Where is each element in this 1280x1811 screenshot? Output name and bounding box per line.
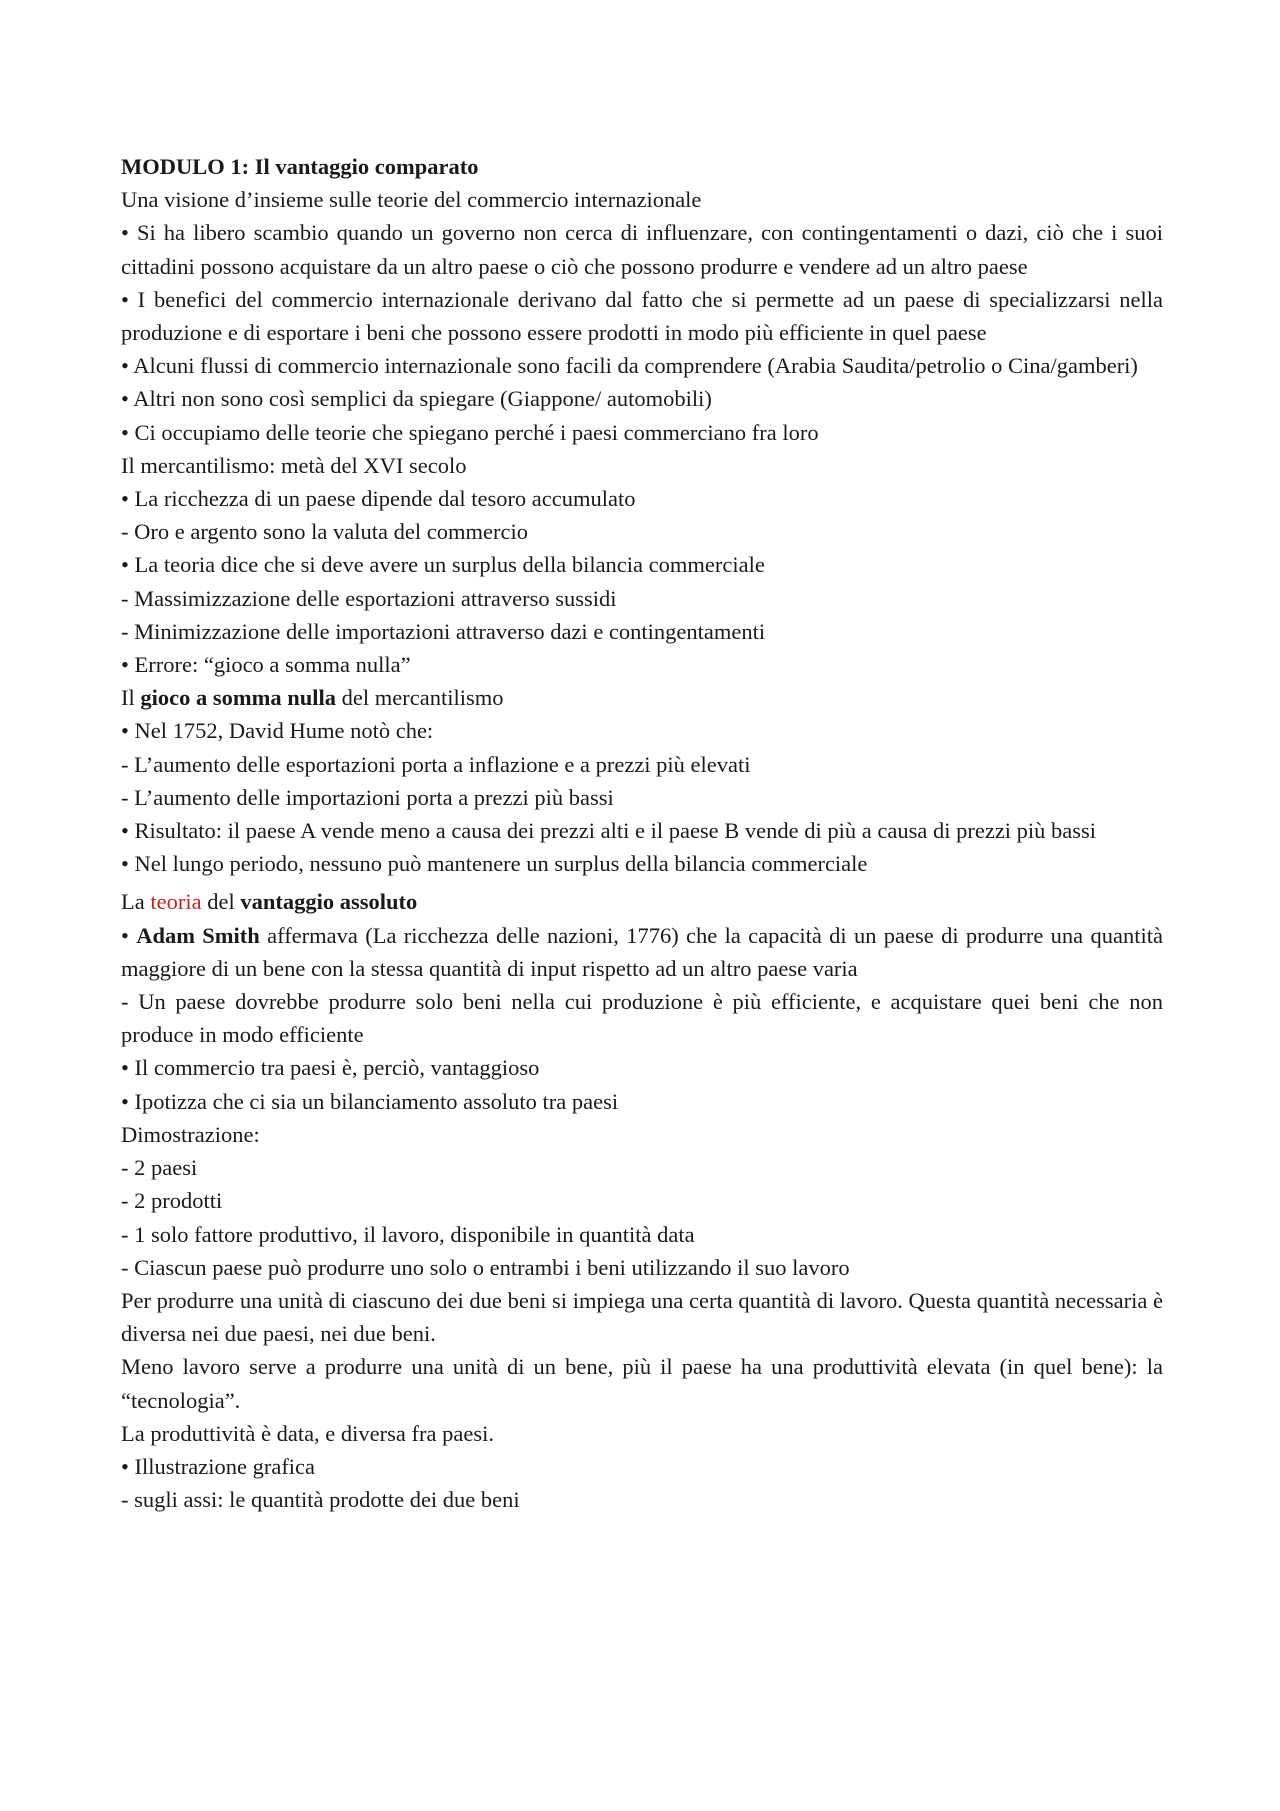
paragraph-surplus: • La teoria dice che si deve avere un surplus della bilancia commerciale: [121, 552, 765, 578]
heading-absolute-mid: del: [201, 889, 241, 915]
smith-rest: affermava (La ricchezza delle nazioni, 1776) che la capacità di un paese di produrre una quantità maggiore di un bene con la stessa quantità di input rispetto ad un altro paese varia: [121, 922, 1163, 981]
subtitle-overview: Una visione d’insieme sulle teorie del commercio internazionale: [121, 187, 702, 213]
paragraph-trade-flows: • Alcuni flussi di commercio internazionale sono facili da comprendere (Arabia Saudita/petrolio o Cina/gamberi): [121, 353, 1138, 379]
paragraph-hume: • Nel 1752, David Hume notò che:: [121, 718, 434, 744]
paragraph-min-imports: - Minimizzazione delle importazioni attraverso dazi e contingentamenti: [121, 618, 766, 644]
paragraph-adam-smith: [121, 919, 1163, 985]
heading-absolute-advantage: [121, 885, 1163, 918]
paragraph-balance: • Ipotizza che ci sia un bilanciamento assoluto tra paesi: [121, 1088, 619, 1114]
paragraph-free-trade: • Si ha libero scambio quando un governo non cerca di influenzare, con contingentamenti o dazi, ciò che i suoi cittadini possono acquistare da un altro paese o ciò che possono produrre e vendere ad un altro paese: [121, 220, 1163, 279]
heading-zero-sum-bold: gioco a somma nulla: [140, 685, 337, 711]
heading-absolute-bold: vantaggio assoluto: [240, 889, 418, 915]
paragraph-imports-prices: - L’aumento delle importazioni porta a prezzi più bassi: [121, 784, 614, 810]
paragraph-wealth: • La ricchezza di un paese dipende dal tesoro accumulato: [121, 486, 636, 512]
paragraph-others: • Altri non sono così semplici da spiegare (Giappone/ automobili): [121, 386, 712, 412]
paragraph-produce-efficient: - Un paese dovrebbe produrre solo beni nella cui produzione è più efficiente, e acquistare quei beni che non produce in modo efficiente: [121, 989, 1163, 1048]
paragraph-illustration: • Illustrazione grafica: [121, 1453, 316, 1479]
heading-zero-sum-pre: Il: [121, 685, 141, 711]
paragraph-labor-quantity: Per produrre una unità di ciascuno dei due beni si impiega una certa quantità di lavoro. Questa quantità necessaria è diversa nei due paesi, nei due beni.: [121, 1287, 1163, 1347]
paragraph-productivity: Meno lavoro serve a produrre una unità di un bene, più il paese ha una produttività elevata (in quel bene): la “tecnologia”.: [121, 1354, 1163, 1413]
paragraph-axes: - sugli assi: le quantità prodotte dei due beni: [121, 1487, 520, 1513]
paragraph-productivity-given: La produttività è data, e diversa fra paesi.: [121, 1420, 494, 1446]
heading-absolute-red: teoria: [150, 889, 202, 915]
heading-absolute-pre: La: [121, 889, 151, 915]
list-item-countries: - 2 paesi: [121, 1155, 198, 1181]
paragraph-gold-silver: - Oro e argento sono la valuta del commercio: [121, 519, 528, 545]
heading-zero-sum-post: del mercantilismo: [336, 685, 504, 711]
smith-name: Adam Smith: [136, 922, 260, 948]
paragraph-trade-advantage: • Il commercio tra paesi è, perciò, vantaggioso: [121, 1055, 540, 1081]
paragraph-benefits: • I benefici del commercio internazionale derivano dal fatto che si permette ad un paese di specializzarsi nella produzione e di esportare i beni che possono essere prodotti in modo più efficiente in quel paese: [121, 286, 1163, 346]
list-item-products: - 2 prodotti: [121, 1188, 223, 1214]
smith-bullet: •: [121, 922, 137, 948]
heading-mercantilism: Il mercantilismo: metà del XVI secolo: [121, 452, 467, 478]
paragraph-result: • Risultato: il paese A vende meno a causa dei prezzi alti e il paese B vende di più a causa di prezzi più bassi: [121, 818, 1097, 844]
list-item-factor: - 1 solo fattore produttivo, il lavoro, disponibile in quantità data: [121, 1221, 695, 1247]
paragraph-exports-inflation: - L’aumento delle esportazioni porta a inflazione e a prezzi più elevati: [121, 751, 751, 777]
heading-demonstration: Dimostrazione:: [121, 1121, 260, 1147]
paragraph-theories: • Ci occupiamo delle teorie che spiegano perché i paesi commerciano fra loro: [121, 419, 819, 445]
document-body: [121, 150, 1163, 1516]
paragraph-max-exports: - Massimizzazione delle esportazioni attraverso sussidi: [121, 585, 617, 611]
document-title: MODULO 1: Il vantaggio comparato: [121, 154, 479, 179]
paragraph-error: • Errore: “gioco a somma nulla”: [121, 652, 411, 678]
heading-zero-sum: [121, 681, 1163, 714]
paragraph-long-run: • Nel lungo periodo, nessuno può mantenere un surplus della bilancia commerciale: [121, 851, 868, 877]
list-item-production: - Ciascun paese può produrre uno solo o entrambi i beni utilizzando il suo lavoro: [121, 1254, 850, 1280]
